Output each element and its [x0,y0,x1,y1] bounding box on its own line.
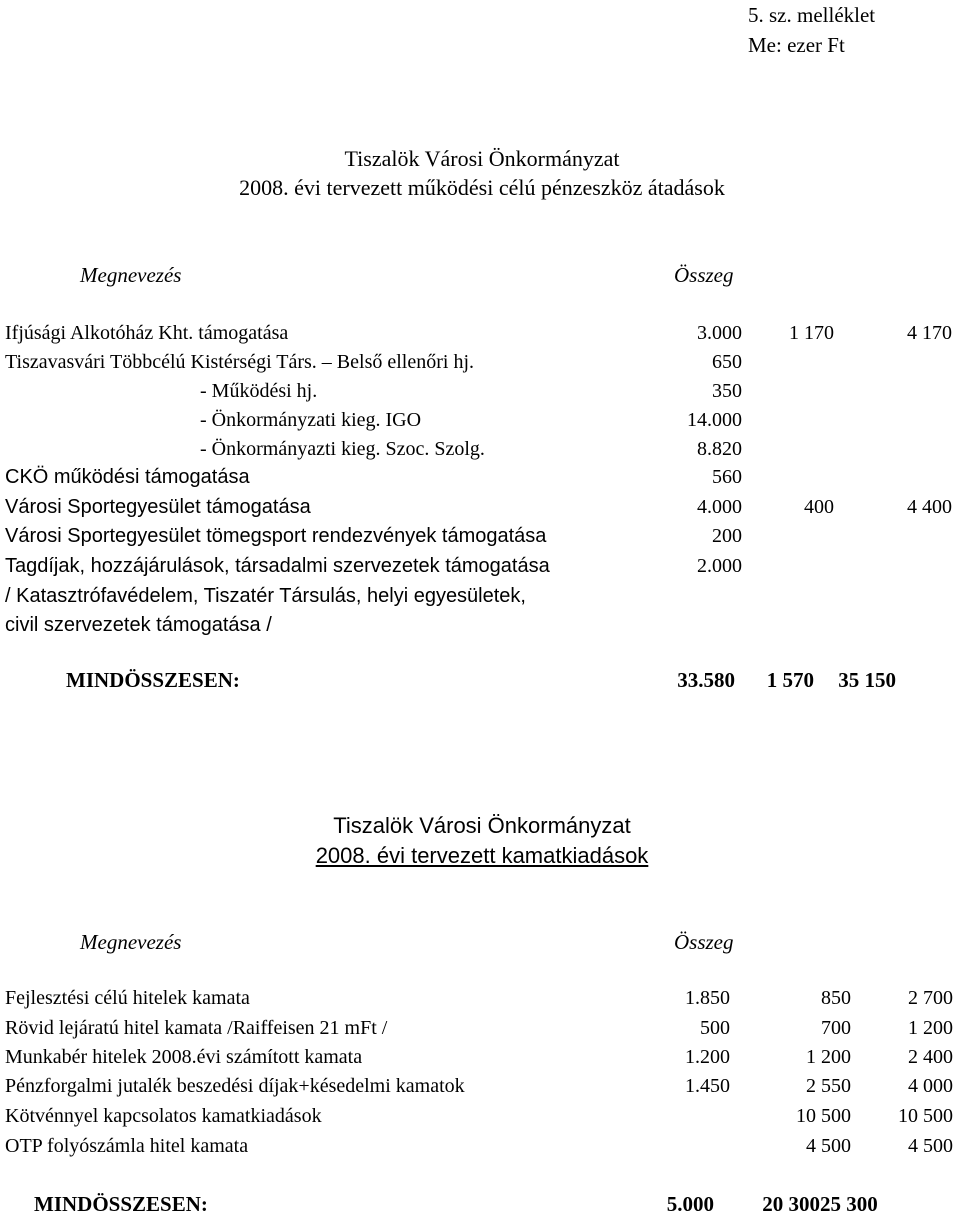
row-col2: 10 500 [796,1105,851,1127]
row-amount: 350 [712,380,742,402]
header-amount-1: Összeg [674,263,734,287]
doc-subtitle-2: 2008. évi tervezett kamatkiadások [315,843,649,868]
row-name: Rövid lejáratú hitel kamata /Raiffeisen 21 mFt / [5,1017,388,1039]
row-name: - Önkormányzati kieg. IGO [200,409,422,431]
row-col3: 4 170 [907,322,952,344]
doc-subtitle-1: 2008. évi tervezett működési célú pénzeszköz átadások [239,175,725,200]
row-name: - Működési hj. [200,380,318,402]
total-col2: 1 570 [766,668,814,692]
row-amount: 14.000 [687,409,742,431]
header-name-1: Megnevezés [80,263,182,287]
row-amount: 2.000 [697,555,742,577]
row-col2: 4 500 [806,1135,851,1157]
total-label: MINDÖSSZESEN: [34,1192,208,1216]
row-name: Munkabér hitelek 2008.évi számított kamata [5,1046,363,1068]
total-label: MINDÖSSZESEN: [66,668,240,692]
row-name: Tiszavasvári Többcélú Kistérségi Társ. – Belső ellenőri hj. [5,351,474,373]
row-col2: 1 170 [789,322,834,344]
total-col3: 25 300 [820,1192,878,1216]
header-amount-2: Összeg [674,930,734,954]
total-amount: 33.580 [677,668,735,692]
row-name: Kötvénnyel kapcsolatos kamatkiadások [5,1105,322,1127]
row-amount: 1.200 [685,1046,730,1068]
row-col3: 4 000 [908,1075,953,1097]
row-name: Városi Sportegyesület tömegsport rendezvények támogatása [5,525,547,547]
row-col2: 1 200 [806,1046,851,1068]
row-amount: 3.000 [697,322,742,344]
row-amount: 8.820 [697,438,742,460]
total-amount: 5.000 [666,1192,714,1216]
header-name-2: Megnevezés [80,930,182,954]
row-col3: 4 500 [908,1135,953,1157]
row-name: Fejlesztési célú hitelek kamata [5,987,250,1009]
row-col3: 2 700 [908,987,953,1009]
row-name: civil szervezetek támogatása / [5,614,272,636]
doc-title-1: Tiszalök Városi Önkormányzat [344,146,620,171]
row-name: - Önkormányazti kieg. Szoc. Szolg. [200,438,485,460]
row-name: Tagdíjak, hozzájárulások, társadalmi szervezetek támogatása [5,555,550,577]
total-col2: 20 300 [762,1192,820,1216]
row-amount: 1.450 [685,1075,730,1097]
row-amount: 200 [712,525,742,547]
row-col3: 1 200 [908,1017,953,1039]
row-col3: 10 500 [898,1105,953,1127]
row-col2: 2 550 [806,1075,851,1097]
row-col3: 4 400 [907,496,952,518]
annex-number: 5. sz. melléklet [748,3,876,27]
row-col2: 700 [821,1017,851,1039]
row-name: Pénzforgalmi jutalék beszedési díjak+késedelmi kamatok [5,1075,465,1097]
row-col2: 850 [821,987,851,1009]
row-name: Városi Sportegyesület támogatása [5,496,311,518]
row-amount: 650 [712,351,742,373]
row-name: / Katasztrófavédelem, Tiszatér Társulás, helyi egyesületek, [5,585,526,607]
doc-title-2: Tiszalök Városi Önkormányzat [333,813,631,838]
row-col3: 2 400 [908,1046,953,1068]
row-amount: 560 [712,466,742,488]
row-amount: 1.850 [685,987,730,1009]
total-col3: 35 150 [838,668,896,692]
row-amount: 500 [700,1017,730,1039]
unit-label: Me: ezer Ft [748,33,845,57]
row-name: OTP folyószámla hitel kamata [5,1135,249,1157]
row-name: CKÖ működési támogatása [5,466,250,488]
row-name: Ifjúsági Alkotóház Kht. támogatása [5,322,289,344]
row-amount: 4.000 [697,496,742,518]
row-col2: 400 [804,496,834,518]
